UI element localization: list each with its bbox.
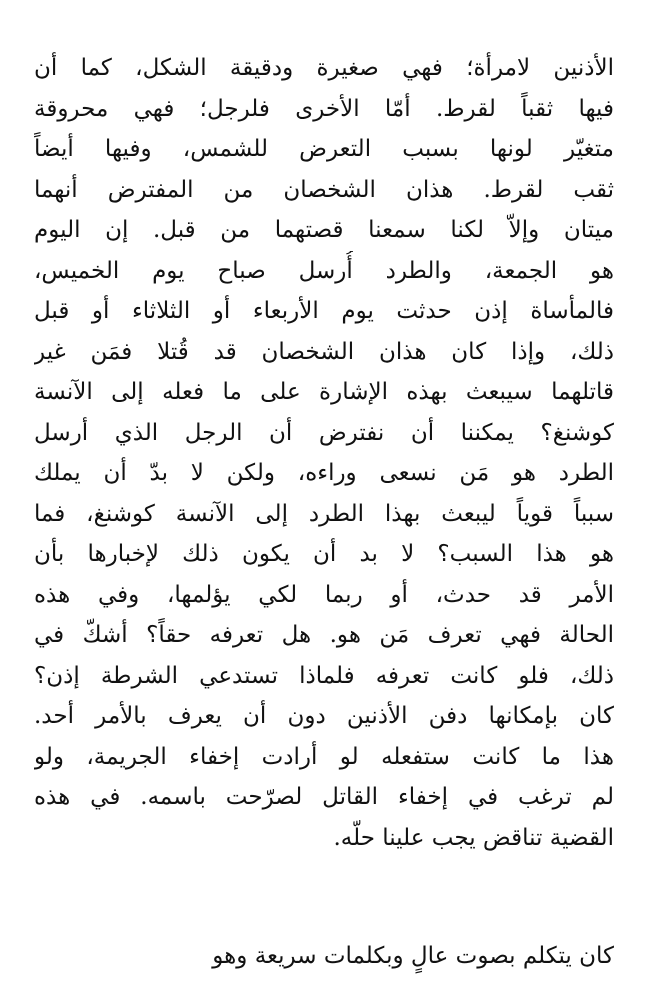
text-line: هو الجمعة، والطرد أُرسل صباح يوم الخميس، xyxy=(34,257,614,284)
text-line: ثقب لقرط. هذان الشخصان من المفترض أنهما xyxy=(34,176,614,203)
text-line: هو هذا السبب؟ لا بد أن يكون ذلك لإخبارها بأن xyxy=(34,541,614,567)
text-line: لم ترغب في إخفاء القاتل لصرّحت باسمه. في هذه xyxy=(34,784,614,810)
text-line: الأمر قد حدث، أو ربما لكي يؤلمها، وفي هذه xyxy=(34,581,614,608)
main-paragraph xyxy=(34,48,614,858)
text-line: كوشنغ؟ يمكننا أن نفترض أن الرجل الذي أرسل xyxy=(34,419,614,446)
text-line: فالمأساة إذن حدثت يوم الأربعاء أو الثلاثاء أو قبل xyxy=(34,298,614,324)
text-line: فيها ثقباً لقرط. أمّا الأخرى فلرجل؛ فهي محروقة xyxy=(34,95,614,122)
text-line-last: القضية تناقض يجب علينا حلّه. xyxy=(333,824,614,851)
next-paragraph xyxy=(34,936,614,977)
text-line: قاتلهما سيبعث بهذه الإشارة على ما فعله إلى الآنسة xyxy=(34,379,614,405)
text-line: الطرد هو مَن نسعى وراءه، ولكن لا بدّ أن يملك xyxy=(34,460,614,486)
text-line: هذا ما كانت ستفعله لو أرادت إخفاء الجريمة، ولو xyxy=(34,743,614,770)
text-line: ذلك، فلو كانت تعرفه فلماذا تستدعي الشرطة إذن؟ xyxy=(34,662,614,689)
text-line: الحالة فهي تعرف مَن هو. هل تعرفه حقاً؟ أشكّ في xyxy=(34,622,614,648)
text-line: الأذنين لامرأة؛ فهي صغيرة ودقيقة الشكل، كما أن xyxy=(34,55,614,81)
text-line: ذلك، وإذا كان هذان الشخصان قد قُتلا فمَن غير xyxy=(34,338,614,365)
text-line: كان بإمكانها دفن الأذنين دون أن يعرف بالأمر أحد. xyxy=(34,703,614,729)
text-line: ميتان وإلاّ لكنا سمعنا قصتهما من قبل. إن اليوم xyxy=(34,217,614,243)
text-line: متغيّر لونها بسبب التعرض للشمس، وفيها أيضاً xyxy=(34,136,614,162)
text-line: سبباً قوياً ليبعث بهذا الطرد إلى الآنسة كوشنغ، فما xyxy=(34,500,614,527)
text-line-first: كان يتكلم بصوت عالٍ وبكلمات سريعة وهو xyxy=(212,943,614,969)
